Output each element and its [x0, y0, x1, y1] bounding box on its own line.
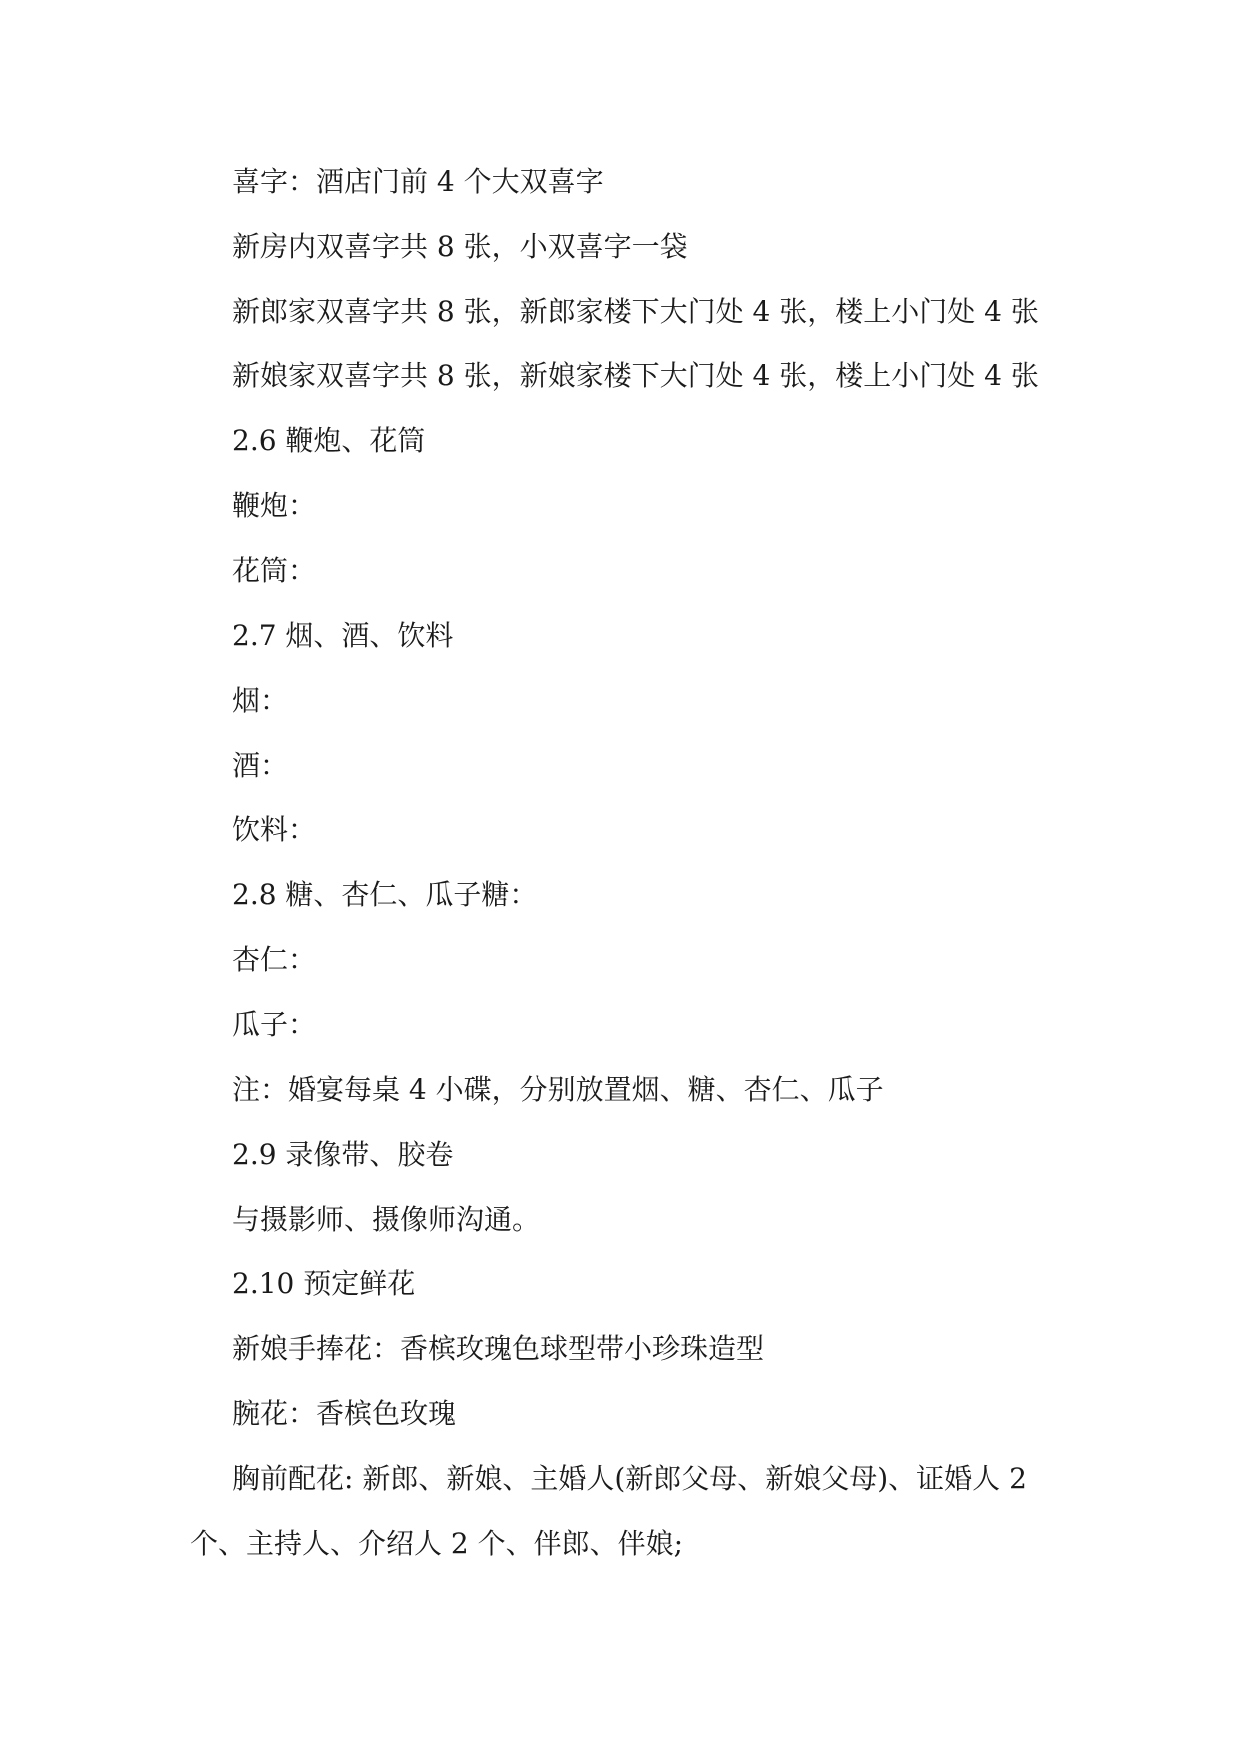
text-line: 新娘家双喜字共 8 张，新娘家楼下大门处 4 张，楼上小门处 4 张 [232, 359, 1039, 392]
text-line: 酒： [232, 749, 289, 782]
text-line: 烟： [232, 684, 289, 717]
text-line: 喜字：酒店门前 4 个大双喜字 [232, 165, 604, 198]
text-line: 杏仁： [232, 943, 317, 976]
section-heading: 2.9 录像带、胶卷 [232, 1138, 454, 1171]
note-line: 注：婚宴每桌 4 小碟，分别放置烟、糖、杏仁、瓜子 [232, 1073, 884, 1106]
text-line: 与摄影师、摄像师沟通。 [232, 1203, 541, 1236]
section-heading: 2.6 鞭炮、花筒 [232, 424, 426, 457]
section-heading: 2.8 糖、杏仁、瓜子糖： [232, 878, 538, 911]
text-line: 胸前配花: 新郎、新娘、主婚人(新郎父母、新娘父母)、证婚人 2 [232, 1462, 1027, 1495]
text-line: 饮料： [232, 813, 317, 846]
section-heading: 2.7 烟、酒、饮料 [232, 619, 454, 652]
text-line: 花筒： [232, 554, 317, 587]
text-line: 鞭炮： [232, 489, 317, 522]
text-line-continuation: 个、主持人、介绍人 2 个、伴郎、伴娘; [190, 1527, 684, 1560]
section-heading: 2.10 预定鲜花 [232, 1267, 416, 1300]
text-line: 瓜子： [232, 1008, 317, 1041]
text-line: 新娘手捧花：香槟玫瑰色球型带小珍珠造型 [232, 1332, 765, 1365]
text-line: 腕花：香槟色玫瑰 [232, 1397, 457, 1430]
text-line: 新房内双喜字共 8 张，小双喜字一袋 [232, 230, 688, 263]
text-line: 新郎家双喜字共 8 张，新郎家楼下大门处 4 张，楼上小门处 4 张 [232, 295, 1039, 328]
